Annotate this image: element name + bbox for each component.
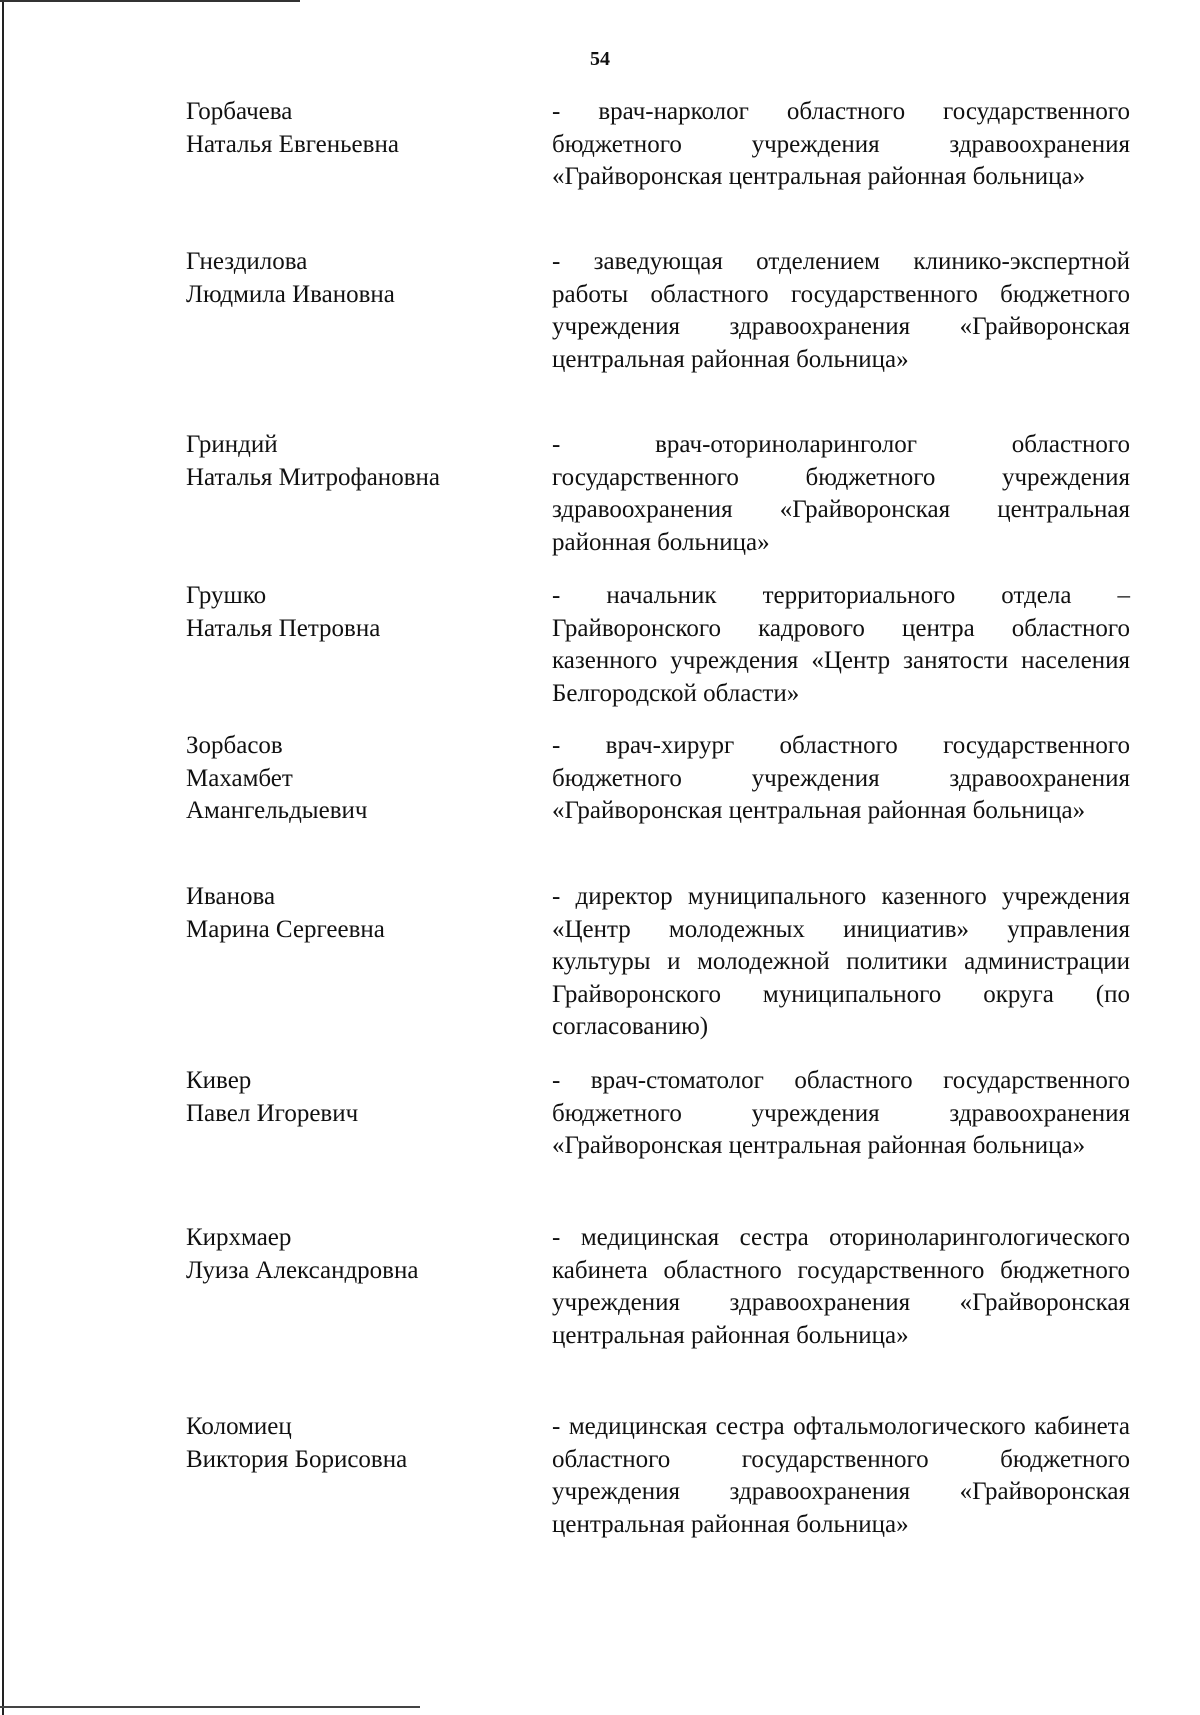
member-name: Коломиец Виктория Борисовна	[186, 1413, 408, 1473]
member-position: - медицинская сестра оториноларингологического кабинета областного государственного бюджетного учреждения здравоохранения «Грайворонская центральная районная больница»	[552, 1224, 1130, 1349]
member-position: - врач-нарколог областного государственного бюджетного учреждения здравоохранения «Грайворонская центральная районная больница»	[552, 98, 1130, 191]
member-name: Кивер Павел Игоревич	[186, 1067, 359, 1127]
page-number: 54	[590, 48, 610, 70]
member-name: Зорбасов Махамбет Амангельдыевич	[186, 732, 368, 825]
member-name: Кирхмаер Луиза Александровна	[186, 1224, 419, 1284]
member-name: Гриндий Наталья Митрофановна	[186, 431, 440, 491]
member-position: - начальник территориального отдела – Грайворонского кадрового центра областного казенного учреждения «Центр занятости населения Белгородской области»	[552, 582, 1130, 707]
scan-edge-bottom	[0, 1706, 420, 1708]
member-position: - заведующая отделением клинико-экспертной работы областного государственного бюджетного учреждения здравоохранения «Грайворонская центральная районная больница»	[552, 248, 1130, 373]
member-name: Горбачева Наталья Евгеньевна	[186, 98, 399, 158]
member-position: - врач-хирург областного государственного бюджетного учреждения здравоохранения «Грайворонская центральная районная больница»	[552, 732, 1130, 825]
scan-edge-top	[0, 0, 300, 2]
member-name: Гнездилова Людмила Ивановна	[186, 248, 395, 308]
member-position: - медицинская сестра офтальмологического кабинета областного государственного бюджетного учреждения здравоохранения «Грайворонская центральная районная больница»	[552, 1413, 1130, 1538]
scan-edge-left	[2, 0, 4, 1715]
member-position: - директор муниципального казенного учреждения «Центр молодежных инициатив» управления культуры и молодежной политики администрации Грайворонского муниципального округа (по согласованию)	[552, 883, 1130, 1041]
member-name: Иванова Марина Сергеевна	[186, 883, 385, 943]
member-position: - врач-оториноларинголог областного государственного бюджетного учреждения здравоохранения «Грайворонская центральная районная больница»	[552, 431, 1130, 556]
member-position: - врач-стоматолог областного государственного бюджетного учреждения здравоохранения «Грайворонская центральная районная больница»	[552, 1067, 1130, 1160]
member-name: Грушко Наталья Петровна	[186, 582, 381, 642]
